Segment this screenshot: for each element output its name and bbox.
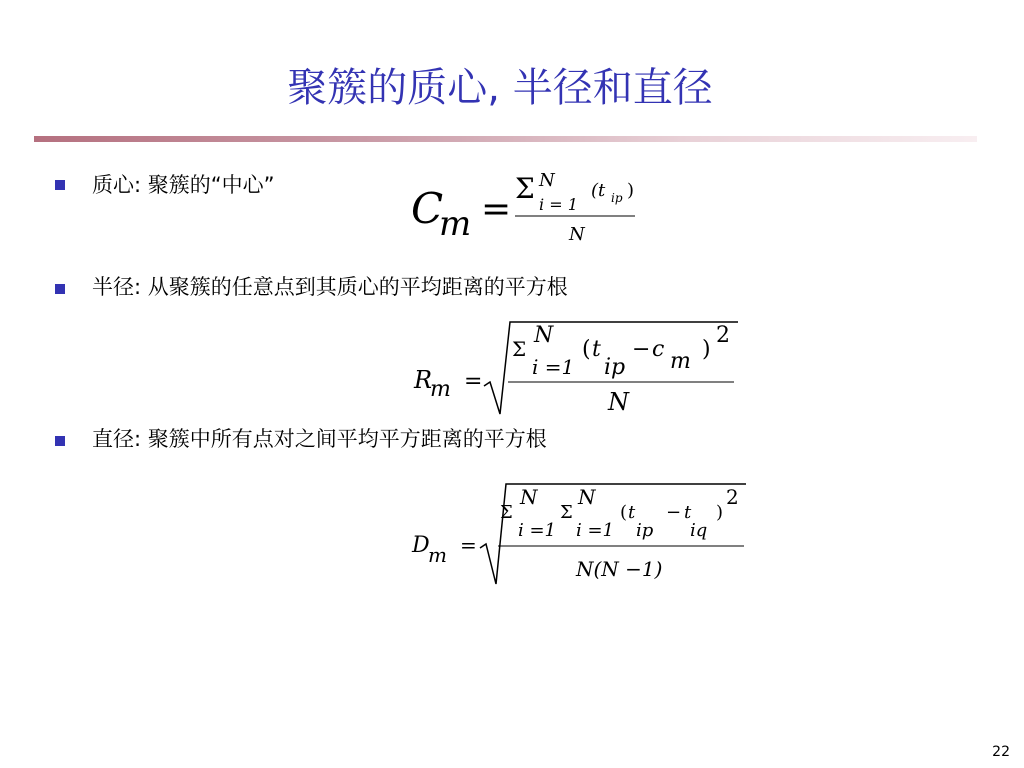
formula-centroid-sum: Σ: [515, 172, 535, 205]
formula-centroid-lhs: C: [411, 184, 444, 233]
formula-centroid-term-sub: ip: [611, 191, 623, 205]
formula-radius-t-sub: ip: [604, 355, 626, 380]
formula-radius-sum: Σ: [512, 337, 527, 361]
formula-diameter-sum1-lower: i =1: [518, 520, 557, 541]
formula-centroid-term-close: ): [627, 180, 635, 201]
formula-radius-sum-upper: N: [534, 323, 554, 348]
formula-radius-denominator: N: [608, 388, 629, 416]
formula-diameter-lhs: D: [412, 533, 430, 558]
formula-radius-c-sub: m: [670, 349, 691, 374]
formula-diameter-close: ): [716, 502, 724, 523]
formula-radius-power: 2: [716, 323, 730, 348]
formula-diameter-sum1: Σ: [500, 502, 513, 523]
bullet-marker-icon: [55, 284, 65, 294]
formula-radius-lhs-sub: m: [430, 377, 451, 402]
title-divider: [34, 136, 977, 142]
formula-diameter-denominator: N(N −1): [576, 557, 663, 581]
formula-diameter-t2-sub: iq: [690, 520, 708, 541]
formula-diameter-lhs-sub: m: [428, 543, 447, 567]
formula-centroid: [405, 160, 645, 250]
formula-radius-c: c: [652, 337, 665, 362]
bullet-marker-icon: [55, 436, 65, 446]
formula-centroid-lhs-sub: m: [439, 204, 472, 244]
formula-centroid-sum-upper: N: [539, 170, 555, 191]
formula-diameter-t1-sub: ip: [636, 520, 654, 541]
formula-centroid-eq: =: [481, 189, 512, 230]
formula-diameter-sum1-upper: N: [520, 485, 538, 509]
formula-radius-close: ): [702, 337, 711, 362]
formula-diameter-sum2: Σ: [560, 502, 573, 523]
formula-diameter-t2: t: [684, 502, 692, 523]
formula-diameter-sum2-upper: N: [578, 485, 596, 509]
slide-title: 聚簇的质心, 半径和直径: [287, 65, 713, 111]
bullet-radius: 半径: 从聚簇的任意点到其质心的平均距离的平方根: [92, 275, 568, 299]
formula-radius-open: (: [582, 337, 591, 362]
bullet-centroid: 质心: 聚簇的“中心”: [92, 173, 275, 197]
formula-centroid-sum-lower: i = 1: [539, 195, 578, 214]
formula-radius-eq: =: [464, 369, 483, 394]
formula-radius-sum-lower: i =1: [532, 355, 575, 379]
formula-radius-minus: −: [632, 337, 651, 362]
formula-diameter-t1: t: [628, 502, 636, 523]
formula-centroid-denominator: N: [569, 224, 585, 245]
bullet-marker-icon: [55, 180, 65, 190]
page-number: 22: [992, 744, 1010, 760]
formula-diameter-power: 2: [726, 485, 739, 509]
bullet-diameter: 直径: 聚簇中所有点对之间平均平方距离的平方根: [92, 427, 547, 451]
formula-centroid-term: (t: [591, 180, 606, 201]
formula-diameter: [410, 476, 760, 592]
formula-diameter-minus: −: [666, 502, 682, 523]
formula-diameter-eq: =: [460, 533, 477, 557]
formula-radius-lhs: R: [414, 366, 433, 394]
formula-diameter-sum2-lower: i =1: [576, 520, 615, 541]
formula-radius-t: t: [592, 337, 601, 362]
formula-radius: [408, 312, 748, 422]
formula-diameter-open: (: [620, 502, 628, 523]
